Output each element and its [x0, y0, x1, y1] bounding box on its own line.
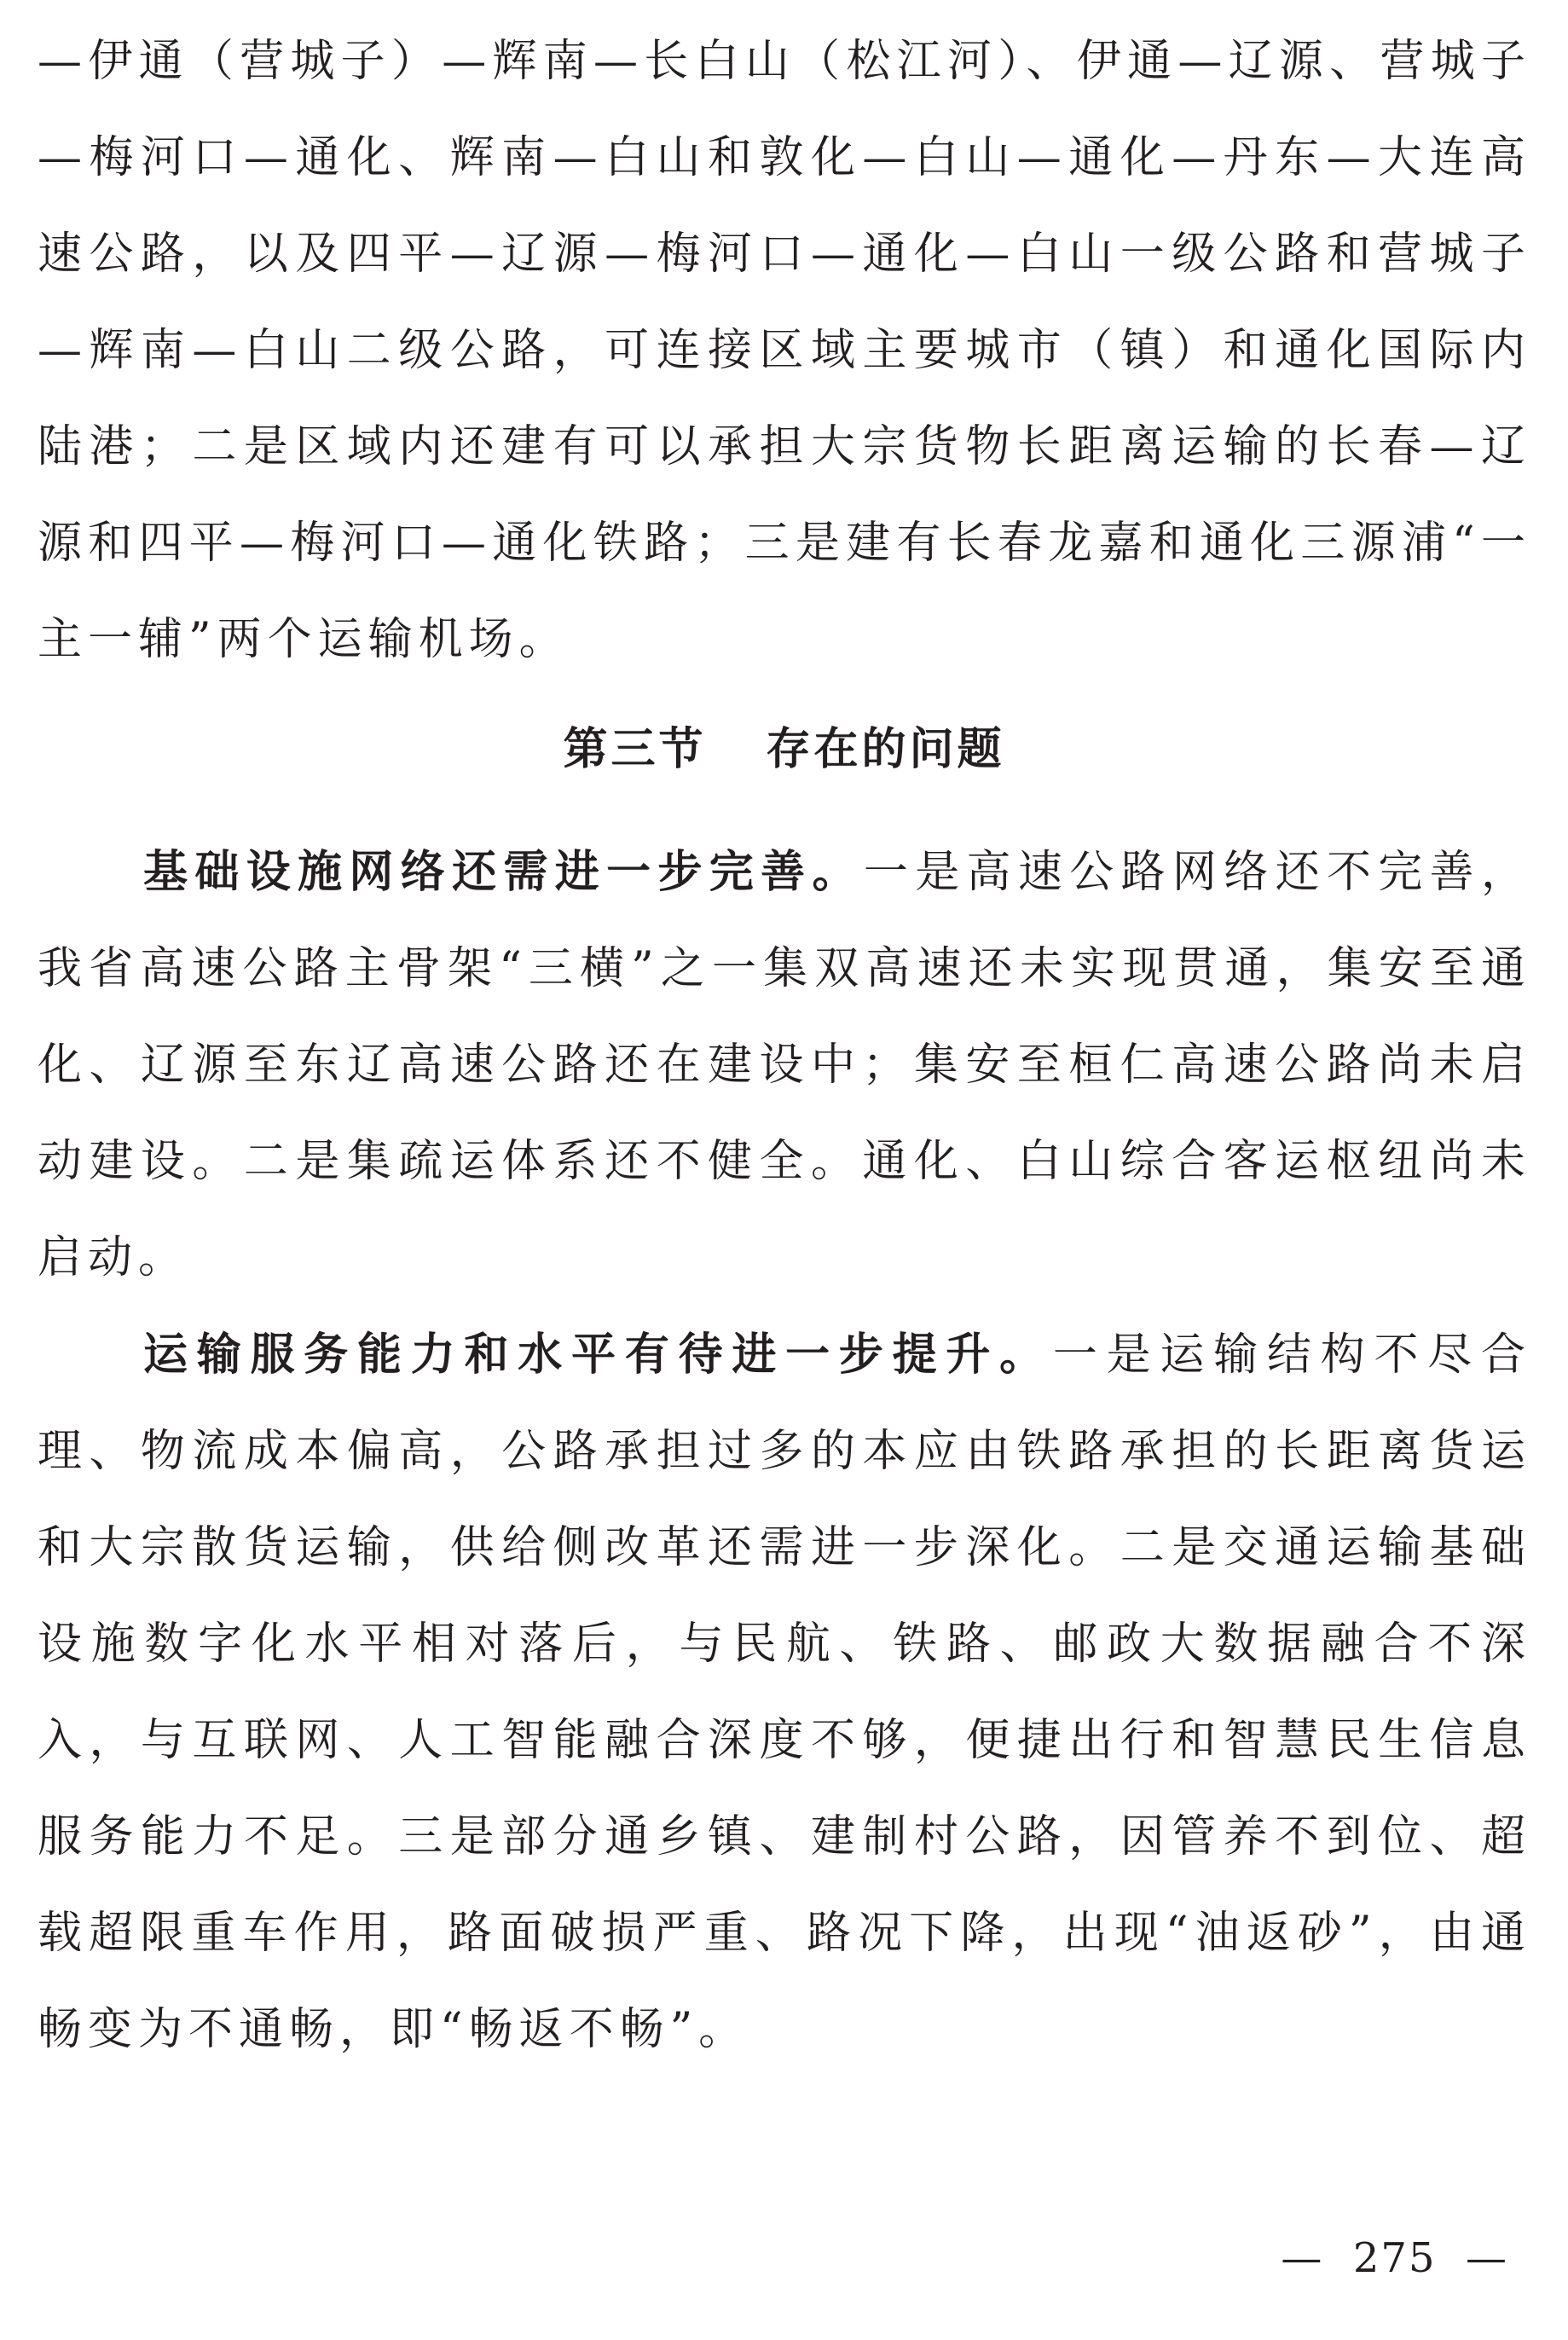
- section-title: 存在的问题: [766, 723, 1005, 775]
- page-number: 275: [1352, 2234, 1437, 2282]
- page-footer: [1281, 2233, 1508, 2284]
- continued-text-block: [38, 14, 1531, 688]
- paragraph-infrastructure: [38, 824, 1531, 1306]
- paragraph-body: 一是运输结构不尽合理、物流成本偏高，公路承担过多的本应由铁路承担的长距离货运和大宗散货运输，供给侧改革还需进一步深化。二是交通运输基础设施数字化水平相对落后，与民航、铁路、邮政大数据融合不深入，与互联网、人工智能融合深度不够，便捷出行和智慧民生信息服务能力不足。三是部分通乡镇、建制村公路，因管养不到位、超载超限重车作用，路面破损严重、路况下降，出现“油返砂”，由通畅变为不通畅，即“畅返不畅”。: [38, 1329, 1531, 2055]
- section-number: 第三节: [563, 723, 707, 775]
- paragraph-lead: 运输服务能力和水平有待进一步提升。: [143, 1329, 1053, 1381]
- paragraph-body: 一是高速公路网络还不完善，我省高速公路主骨架“三横”之一集双高速还未实现贯通，集安至通化、辽源至东辽高速公路还在建设中；集安至桓仁高速公路尚未启动建设。二是集疏运体系还不健全。通化、白山综合客运枢纽尚未启动。: [38, 847, 1531, 1283]
- section-heading: [0, 707, 1568, 792]
- paragraph-transport-service: [38, 1306, 1531, 2078]
- section-body: [38, 824, 1531, 2078]
- footer-dash-right: —: [1466, 2234, 1508, 2282]
- footer-dash-left: —: [1281, 2234, 1324, 2282]
- intro-paragraph: —伊通（营城子）—辉南—长白山（松江河）、伊通—辽源、营城子—梅河口—通化、辉南—白山和敦化—白山—通化—丹东—大连高速公路，以及四平—辽源—梅河口—通化—白山一级公路和营城子—辉南—白山二级公路，可连接区域主要城市（镇）和通化国际内陆港；二是区域内还建有可以承担大宗货物长距离运输的长春—辽源和四平—梅河口—通化铁路；三是建有长春龙嘉和通化三源浦“一主一辅”两个运输机场。: [38, 36, 1531, 665]
- paragraph-lead: 基础设施网络还需进一步完善。: [143, 846, 864, 898]
